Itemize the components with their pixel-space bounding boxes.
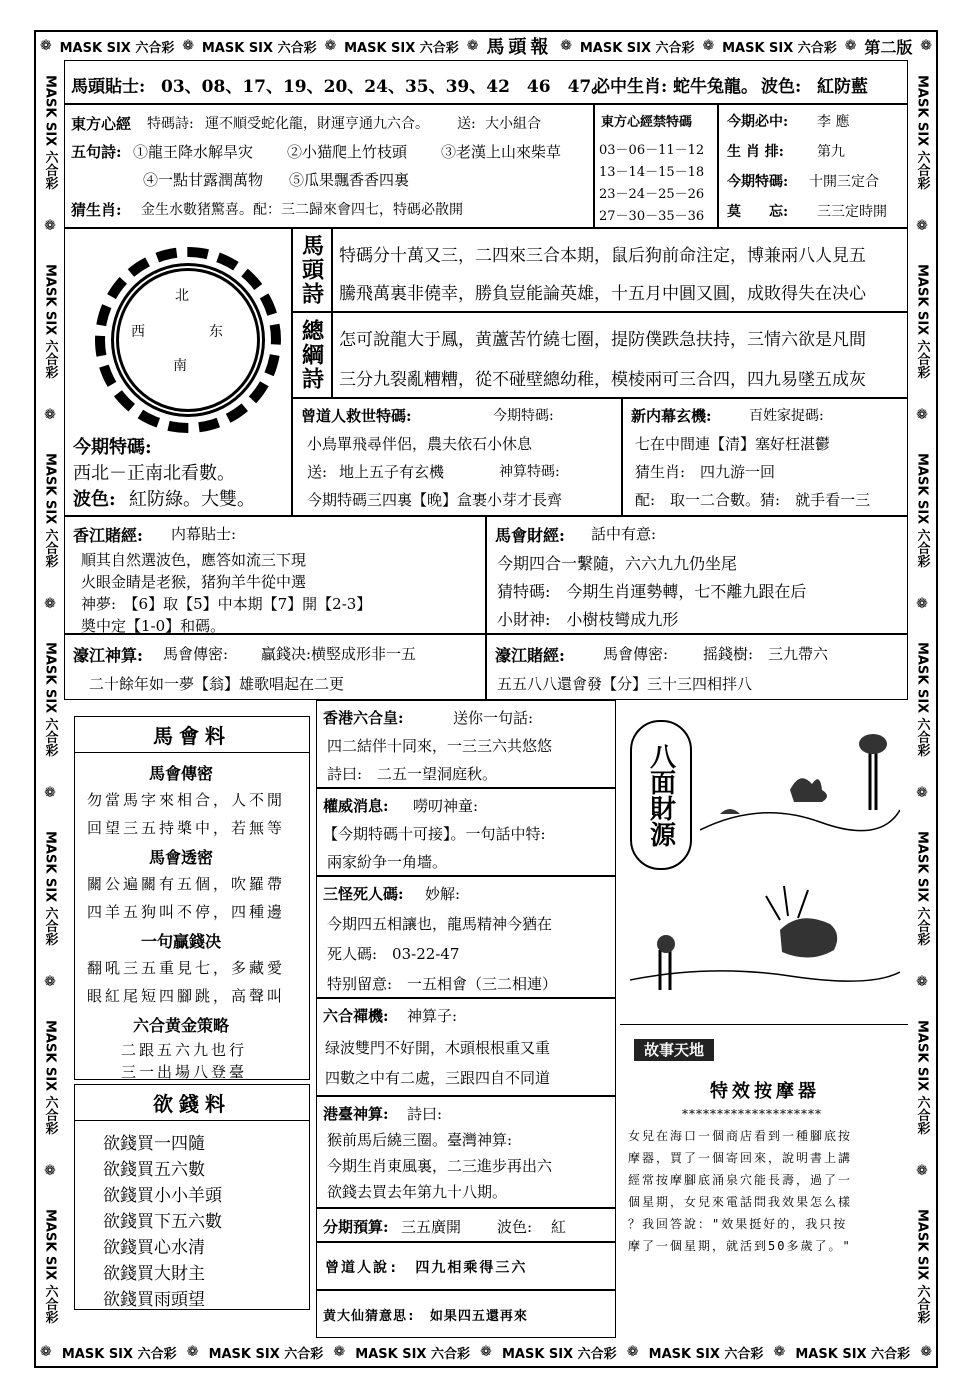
border-unit: MASK SIX 六合彩 <box>795 1346 911 1362</box>
story-line: 摩器，買了一個寄回來，說明書上講 <box>628 1151 853 1165</box>
story-line: 摩了一個星期，就活到50多歲了。" <box>628 1239 852 1253</box>
border-unit: MASK SIX 六合彩 <box>501 1346 617 1362</box>
special-label: 今期特碼: <box>727 174 789 190</box>
hk-line-2: 詩曰: 二五一望洞庭秋。 <box>327 765 498 783</box>
border-unit: MASK SIX 六合彩 <box>648 1346 764 1362</box>
material-section-heading: 一句贏錢决 <box>141 932 222 951</box>
zeng-today-label: 今期特碼: <box>493 408 554 424</box>
border-unit: MASK SIX 六合彩 <box>344 40 459 56</box>
eight-fortune-area <box>620 700 908 1020</box>
zen-box <box>316 998 616 1096</box>
huang-says: 黄大仙猜意思: 如果四五還再來 <box>323 1309 528 1324</box>
gangtai-line-1: 猴前馬后繞三圈。臺灣神算: <box>327 1131 513 1149</box>
general-poem-title-cell <box>292 312 332 398</box>
rank-value: 第九 <box>817 144 845 160</box>
haojiang-calc-line-2: 二十餘年如一夢【翁】雄歌唱起在二更 <box>89 675 345 693</box>
money-line: 欲錢買一四隨 <box>103 1134 205 1154</box>
newcurtain-line-3: 配: 取一二合數。猜: 就手看一三 <box>635 491 871 509</box>
zeng-says: 曾道人說: 四九相乘得三六 <box>325 1260 528 1276</box>
horse-poem-title-cell <box>292 228 332 312</box>
eight-fortune-frame <box>630 720 692 870</box>
flower-icon: ❁ <box>333 1344 346 1360</box>
zeng-box <box>292 398 622 516</box>
flower-icon: ❁ <box>914 1163 930 1180</box>
authority-line-1: 【今期特碼十可接】。一句話中特: <box>323 825 546 843</box>
flower-icon: ❁ <box>626 1344 639 1360</box>
flower-icon: ❁ <box>773 1344 786 1360</box>
horse-material-header <box>75 717 309 753</box>
border-unit: MASK SIX 六合彩 <box>355 1346 470 1362</box>
compass-box <box>64 228 292 516</box>
border-unit: MASK SIX 六合彩 <box>914 641 930 757</box>
border-unit: MASK SIX 六合彩 <box>42 1208 58 1324</box>
border-unit: MASK SIX 六合彩 <box>201 40 317 56</box>
zeng-says-box <box>316 1242 616 1290</box>
xiangjiang-line: 順其自然選波色，應答如流三下現 <box>81 551 307 569</box>
general-poem-box <box>332 312 908 398</box>
newcurtain-title: 新内幕玄機: <box>631 407 712 425</box>
flower-icon: ❁ <box>42 1163 58 1180</box>
compass-east: 东 <box>209 324 223 340</box>
east-line-1: ①龍王降水解旱灾 <box>133 143 254 161</box>
money-line: 欲錢買小小羊頭 <box>103 1186 222 1206</box>
east-poem-label: 特碼詩: <box>147 116 194 132</box>
money-material-header <box>75 1085 309 1121</box>
content-area <box>64 60 908 1338</box>
five-lines-label: 五句詩: <box>71 143 122 161</box>
forbidden-title: 東方心經禁特碼 <box>601 115 693 130</box>
material-line: 眼紅尾短四腳跳，高聲叫 <box>87 987 286 1005</box>
story-line: 個星期，女兒來電話問我效果怎么樣 <box>628 1195 853 1209</box>
forbidden-row: 23－24－25－26 <box>599 187 705 202</box>
horse-wealth-title: 馬會財經: <box>495 526 565 545</box>
zeng-title: 曾道人救世特碼: <box>301 407 412 425</box>
xiangjiang-sub: 内幕貼士: <box>171 525 237 543</box>
general-poem-line-2: 三分九裂亂糟糟，從不碰壁總幼稚，模棱兩可三合四，四九易墜五成灰 <box>339 370 866 390</box>
horse-wealth-line: 小財神: 小樹枝彎成九形 <box>497 610 679 629</box>
color-label: 波色: <box>761 77 802 97</box>
material-section-heading: 六合黄金策略 <box>133 1016 230 1035</box>
masthead-title: 馬頭報 <box>486 37 553 58</box>
forbidden-row: 03－06－11－12 <box>599 143 705 158</box>
flower-icon: ❁ <box>42 218 58 235</box>
gangtai-line-2: 今期生肖東風裏，二三進步再出六 <box>327 1157 553 1175</box>
rooster-landscape-icon <box>630 880 900 1010</box>
money-line: 欲錢買雨頭望 <box>103 1290 205 1310</box>
top-border-band <box>36 32 936 60</box>
east-line-2: ②小猫爬上竹枝頭 <box>287 143 408 161</box>
border-unit: MASK SIX 六合彩 <box>579 40 695 56</box>
flower-icon: ❁ <box>914 218 930 235</box>
must-value: 李 應 <box>817 114 850 130</box>
border-unit: MASK SIX 六合彩 <box>42 641 58 757</box>
eight-fortune-title: 八面財源 <box>645 743 676 847</box>
horse-wealth-line: 今期四合一繫隨，六六九九仍坐尾 <box>497 554 738 573</box>
bottom-border-band <box>36 1338 936 1366</box>
material-line: 三一出場八登臺 <box>121 1063 248 1081</box>
flower-icon: ❁ <box>920 1344 932 1360</box>
xiangjiang-title: 香江賭經: <box>73 526 143 545</box>
money-line: 欲錢買大財主 <box>103 1264 205 1284</box>
flower-icon: ❁ <box>702 38 715 54</box>
haojiang-bet-line-1: 摇錢樹: 三九帶六 <box>703 645 829 663</box>
right-border-band <box>908 60 936 1338</box>
haojiang-calc-sub: 馬會傳密: <box>163 645 229 663</box>
gangtai-line-3: 欲錢去買去年第九十八期。 <box>327 1183 508 1201</box>
huang-says-box <box>316 1290 616 1338</box>
newcurtain-line-1: 七在中間連【清】塞好枉湛鬱 <box>635 435 831 453</box>
border-unit: MASK SIX 六合彩 <box>42 830 58 946</box>
flower-icon: ❁ <box>42 407 58 424</box>
period-value: 三五廣開 <box>401 1218 462 1236</box>
flower-icon: ❁ <box>480 1344 492 1360</box>
story-title: 特效按摩器 <box>710 1081 820 1102</box>
zeng-line-1: 小鳥單飛尋伴侶，農夫依石小休息 <box>307 435 533 453</box>
xiangjiang-line: 火眼金睛是老猴，猪狗羊牛從中選 <box>81 573 307 591</box>
strange-line-2: 死人碼: 03-22-47 <box>327 945 460 963</box>
money-material-box <box>74 1084 310 1310</box>
border-unit: MASK SIX 六合彩 <box>914 1208 930 1324</box>
guess-value: 金生水數猪驚喜。配：三二歸來會四七，特碼必散開 <box>141 202 463 218</box>
zen-title: 六合禪機: <box>323 1007 389 1025</box>
flower-icon: ❁ <box>914 407 930 424</box>
newcurtain-sub: 百姓家捉碼: <box>749 408 824 424</box>
forget-value: 三三定時開 <box>817 204 887 220</box>
xiangjiang-line: 神夢: 【6】取【5】中本期【7】開【2-3】 <box>81 595 372 613</box>
gangtai-box <box>316 1096 616 1208</box>
horse-poem-title: 馬頭詩 <box>298 234 325 306</box>
haojiang-bet-box <box>486 634 908 700</box>
horse-wealth-line: 猜特碼: 今期生肖運勢轉，七不離九跟在后 <box>497 582 807 601</box>
border-unit: MASK SIX 六合彩 <box>59 40 175 56</box>
zen-line: 四數之中有二處，三跟四自不同道 <box>325 1069 551 1087</box>
xiangjiang-box <box>64 516 486 634</box>
story-line: ？我回答說："效果挺好的，我只按 <box>628 1217 848 1231</box>
story-tag-wrap <box>634 1039 714 1060</box>
east-line-4: ④一點甘露潤萬物 <box>143 171 264 189</box>
story-box <box>620 1024 908 1338</box>
haojiang-calc-box <box>64 634 486 700</box>
authority-line-2: 兩家紛争一角墻。 <box>327 853 448 871</box>
zodiac-value: 蛇牛兔龍。 <box>673 77 758 97</box>
today-line: 西北－正南北看數。 <box>73 463 235 484</box>
flower-icon: ❁ <box>42 596 58 613</box>
material-line: 四羊五狗叫不停，四種邊 <box>87 903 286 921</box>
zeng-calc-label: 神算特碼: <box>499 464 560 480</box>
strange-line-3: 特别留意: 一五相會（三二相連） <box>327 975 558 993</box>
money-material-title: 欲錢料 <box>153 1092 231 1116</box>
strange-sub: 妙解: <box>425 885 461 903</box>
zeng-line-3: 今期特碼三四裏【晚】盒裹小芽才長齊 <box>307 491 563 509</box>
material-line: 翻吼三五重見七，多藏愛 <box>87 959 286 977</box>
zen-line: 绿波雙門不好開，木頭根根重又重 <box>325 1039 551 1057</box>
horse-material-title: 馬會料 <box>153 724 231 748</box>
east-poem: 運不順受蛇化龍，財運亨通九六合。 <box>205 116 429 132</box>
flower-icon: ❁ <box>844 38 857 54</box>
xiangjiang-line: 奬中定【1-0】和碼。 <box>81 617 226 635</box>
zeng-send-label: 送: <box>307 463 328 481</box>
authority-title: 權威消息: <box>323 797 389 815</box>
hk-box <box>316 700 616 788</box>
edition-label: 第二版 <box>864 37 913 57</box>
gangtai-title: 港臺神算: <box>323 1105 389 1123</box>
flower-icon: ❁ <box>466 38 479 54</box>
flower-icon: ❁ <box>40 1344 52 1360</box>
horse-poem-line-1: 特碼分十萬又三，二四來三合本期，鼠后狗前命注定，博兼兩八人見五 <box>339 246 866 266</box>
today-color: 紅防綠。大雙。 <box>129 489 255 510</box>
east-line-5: ⑤瓜果飄香香四裏 <box>289 171 410 189</box>
flower-icon: ❁ <box>40 38 52 54</box>
haojiang-bet-title: 濠江賭經: <box>495 646 565 665</box>
flower-icon: ❁ <box>914 596 930 613</box>
money-line: 欲錢買心水清 <box>103 1238 205 1258</box>
period-title: 分期預算: <box>323 1218 389 1236</box>
flower-icon: ❁ <box>324 38 337 54</box>
haojiang-calc-line-1: 贏錢决:横竪成形非一五 <box>261 645 417 663</box>
east-send-label: 送: <box>457 116 476 132</box>
forget-label: 莫 忘: <box>727 204 789 220</box>
compass-south: 南 <box>173 358 187 374</box>
story-line: 經常按摩腳底涌泉穴能長壽，過了一 <box>628 1173 853 1187</box>
must-label: 今期必中: <box>727 114 789 130</box>
strange-box <box>316 876 616 998</box>
authority-sub: 嘮叨神童: <box>413 797 479 815</box>
today-label: 今期特碼: <box>73 437 152 458</box>
haojiang-calc-title: 濠江神算: <box>73 646 143 665</box>
authority-box <box>316 788 616 876</box>
tips-label: 馬頭貼士: <box>71 77 146 97</box>
border-unit: MASK SIX 六合彩 <box>914 74 930 190</box>
color-value: 紅防藍 <box>817 77 868 97</box>
guess-label: 猜生肖: <box>71 201 122 219</box>
story-tag: 故事天地 <box>634 1039 714 1061</box>
border-unit: MASK SIX 六合彩 <box>914 830 930 946</box>
haojiang-bet-line-2: 五五八八還會發【分】三十三四相拌八 <box>497 675 753 693</box>
today-color-label: 波色: <box>73 489 116 510</box>
general-poem-title: 總綱詩 <box>298 319 325 391</box>
story-stars: ******************** <box>682 1107 822 1121</box>
border-unit: MASK SIX 六合彩 <box>914 263 930 379</box>
horse-wealth-box <box>486 516 908 634</box>
tips-numbers: 03、08、17、19、20、24、35、39、42 46 47。 <box>161 77 609 97</box>
material-section-heading: 馬會透密 <box>149 848 214 867</box>
flower-icon: ❁ <box>914 974 930 991</box>
east-title: 東方心經 <box>71 115 132 133</box>
east-send: 大小組合 <box>485 116 541 132</box>
horse-poem-line-2: 騰飛萬裏非僥幸，勝負豈能論英雄，十五月中圓又圓，成敗得失在决心 <box>339 284 866 304</box>
flower-icon: ❁ <box>914 785 930 802</box>
zeng-send: 地上五子有玄機 <box>339 463 445 481</box>
newcurtain-box <box>622 398 908 516</box>
horse-poem-box <box>332 228 908 312</box>
flower-icon: ❁ <box>42 785 58 802</box>
strange-line-1: 今期四五相讓也，龍馬精神今猶在 <box>327 915 553 933</box>
hk-title: 香港六合皇: <box>323 709 404 727</box>
forbidden-row: 27－30－35－36 <box>599 209 705 224</box>
border-unit: MASK SIX 六合彩 <box>42 452 58 568</box>
material-section-heading: 馬會傳密 <box>149 764 214 783</box>
material-line: 二跟五六九也行 <box>121 1041 248 1059</box>
must-box <box>718 104 908 228</box>
border-unit: MASK SIX 六合彩 <box>914 1019 930 1135</box>
border-unit: MASK SIX 六合彩 <box>42 263 58 379</box>
border-unit: MASK SIX 六合彩 <box>42 1019 58 1135</box>
left-border-band <box>36 60 64 1338</box>
gangtai-sub: 詩曰: <box>407 1105 443 1123</box>
period-color: 紅 <box>551 1218 567 1236</box>
general-poem-line-1: 怎可說龍大于鳳，黄蘆苦竹繞七圈，提防僕跌急扶持，三情六欲是凡間 <box>339 330 866 350</box>
compass-wheel-icon <box>95 247 281 433</box>
rabbit-landscape-icon <box>700 730 900 840</box>
story-line: 女兒在海口一個商店看到一種腳底按 <box>628 1129 853 1143</box>
hk-sub: 送你一句話: <box>453 709 534 727</box>
money-line: 欲錢買下五六數 <box>103 1212 222 1232</box>
border-unit: MASK SIX 六合彩 <box>914 452 930 568</box>
money-line: 欲錢買五六數 <box>103 1160 205 1180</box>
forbidden-row: 13－14－15－18 <box>599 165 705 180</box>
zodiac-label: 必中生肖: <box>593 77 668 97</box>
strange-title: 三怪死人碼: <box>323 885 404 903</box>
east-classic-box <box>64 104 594 228</box>
hk-line-1: 四二結伴十同來，一三三六共悠悠 <box>327 737 553 755</box>
flower-icon: ❁ <box>42 974 58 991</box>
rank-label: 生 肖 排: <box>727 144 784 160</box>
flower-icon: ❁ <box>560 38 572 54</box>
material-line: 關公遍關有五個，吹羅帶 <box>87 875 286 893</box>
border-unit: MASK SIX 六合彩 <box>722 40 837 56</box>
flower-icon: ❁ <box>920 38 932 54</box>
border-unit: MASK SIX 六合彩 <box>208 1346 324 1362</box>
period-color-label: 波色: <box>497 1218 533 1236</box>
border-unit: MASK SIX 六合彩 <box>42 74 58 190</box>
special-value: 十開三定合 <box>809 174 879 190</box>
tips-row <box>64 60 908 104</box>
east-line-3: ③老漢上山來柴草 <box>441 143 562 161</box>
flower-icon: ❁ <box>186 1344 199 1360</box>
border-unit: MASK SIX 六合彩 <box>61 1346 177 1362</box>
compass-north: 北 <box>175 288 189 304</box>
forbidden-box <box>594 104 718 228</box>
newcurtain-line-2: 猜生肖: 四九游一回 <box>635 463 776 481</box>
material-line: 回望三五持槳中，若無等 <box>87 819 286 837</box>
haojiang-bet-sub: 馬會傳密: <box>603 645 669 663</box>
flower-icon: ❁ <box>182 38 194 54</box>
material-line: 勿當馬字來相合，人不閒 <box>87 791 286 809</box>
zen-sub: 神算子: <box>407 1007 458 1025</box>
compass-west: 西 <box>131 324 145 340</box>
period-box <box>316 1208 616 1242</box>
horse-wealth-sub: 話中有意: <box>591 525 657 543</box>
horse-material-box <box>74 716 310 1080</box>
